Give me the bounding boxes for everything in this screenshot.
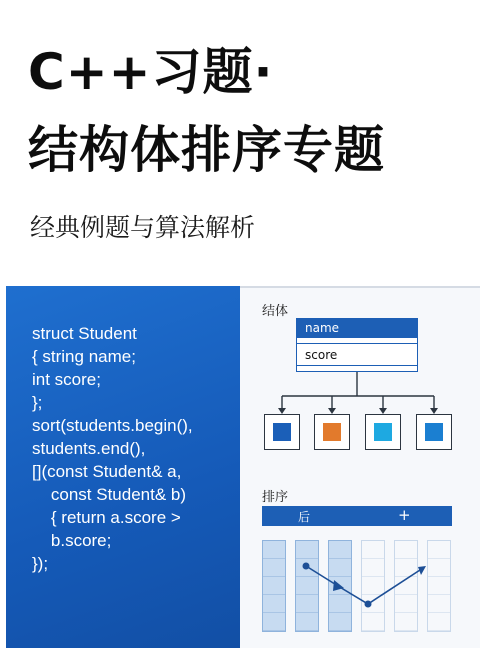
student-card-3: [365, 414, 401, 450]
code-line: int score;: [32, 370, 101, 389]
cover-subtitle: 经典例题与算法解析: [30, 213, 256, 242]
student-card-4: [416, 414, 452, 450]
code-line: students.end(),: [32, 439, 146, 458]
sort-column: [295, 540, 319, 632]
sort-column: [427, 540, 451, 632]
sort-column: [262, 540, 286, 632]
sort-table: [262, 506, 452, 630]
code-line: const Student& b): [32, 485, 187, 504]
student-card-1: [264, 414, 300, 450]
sort-table-header: [262, 506, 452, 526]
square-icon: [273, 423, 291, 441]
sort-column: [361, 540, 385, 632]
cover-title-line-1: C++习题·: [28, 43, 274, 101]
code-line: });: [32, 554, 49, 573]
code-line: { return a.score >: [32, 508, 181, 527]
cover-title-line-2: 结构体排序专题: [28, 121, 385, 179]
code-block: [32, 322, 193, 575]
square-icon: [374, 423, 392, 441]
code-line: { string name;: [32, 347, 136, 366]
header-text-left: 后: [298, 510, 311, 524]
code-line: struct Student: [32, 324, 137, 343]
struct-field-score: score: [297, 344, 417, 366]
struct-diagram: [296, 318, 418, 372]
plus-icon: +: [398, 506, 411, 524]
struct-label: 结体: [262, 304, 289, 319]
sort-column: [394, 540, 418, 632]
code-line: };: [32, 393, 43, 412]
square-icon: [425, 423, 443, 441]
sort-label: 排序: [262, 490, 289, 505]
code-line: b.score;: [32, 531, 112, 550]
code-line: [](const Student& a,: [32, 462, 182, 481]
student-card-2: [314, 414, 350, 450]
struct-field-name: name: [297, 319, 417, 338]
panel-top-divider: [240, 286, 480, 288]
code-line: sort(students.begin(),: [32, 416, 193, 435]
square-icon: [323, 423, 341, 441]
code-panel: [6, 286, 240, 648]
sort-column: [328, 540, 352, 632]
